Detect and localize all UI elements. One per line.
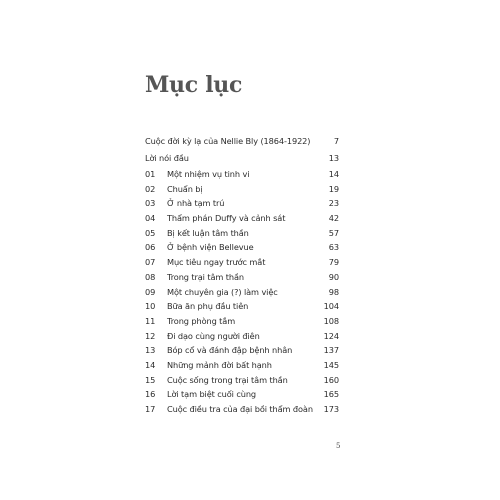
chapter-page: 173 xyxy=(323,404,339,414)
chapter-title: Một chuyên gia (?) làm việc xyxy=(167,286,278,297)
toc-chapter-list xyxy=(145,169,339,419)
chapter-number: 01 xyxy=(145,169,156,179)
chapter-page: 137 xyxy=(323,345,339,356)
toc-item-page: 7 xyxy=(333,136,339,146)
toc-chapter-row xyxy=(145,213,339,228)
chapter-number: 05 xyxy=(145,227,156,238)
toc-intro-list xyxy=(145,136,339,170)
chapter-title: Bóp cổ và đánh đập bệnh nhân xyxy=(167,345,293,356)
chapter-number: 02 xyxy=(145,183,156,194)
toc-chapter-row xyxy=(145,375,339,390)
toc-chapter-row xyxy=(145,228,339,243)
chapter-number: 17 xyxy=(145,404,156,414)
toc-chapter-row xyxy=(145,198,339,213)
chapter-page: 165 xyxy=(323,389,339,400)
toc-chapter-row xyxy=(145,169,339,184)
chapter-title: Đi dạo cùng người điên xyxy=(167,330,260,341)
chapter-page: 108 xyxy=(323,315,339,326)
chapter-page: 124 xyxy=(323,330,339,341)
toc-chapter-row xyxy=(145,242,339,257)
toc-chapter-row xyxy=(145,287,339,302)
chapter-title: Cuộc điều tra của đại bồi thẩm đoàn xyxy=(167,404,313,414)
chapter-page: 104 xyxy=(323,301,339,312)
toc-item-title: Lời nói đầu xyxy=(145,153,189,163)
chapter-page: 90 xyxy=(328,271,339,282)
chapter-title: Lời tạm biệt cuối cùng xyxy=(167,389,257,400)
chapter-page: 57 xyxy=(328,227,339,238)
chapter-number: 16 xyxy=(145,389,156,400)
chapter-title: Ở nhà tạm trú xyxy=(167,198,225,209)
chapter-number: 07 xyxy=(145,257,156,268)
chapter-title: Bị kết luận tâm thần xyxy=(167,227,249,238)
chapter-number: 10 xyxy=(145,301,156,312)
chapter-title: Thẩm phán Duffy và cảnh sát xyxy=(167,213,286,224)
chapter-title: Cuộc sống trong trại tâm thần xyxy=(167,374,288,385)
toc-chapter-row xyxy=(145,360,339,375)
chapter-page: 23 xyxy=(328,198,339,209)
chapter-number: 15 xyxy=(145,374,156,385)
chapter-number: 08 xyxy=(145,271,156,282)
chapter-page: 63 xyxy=(328,242,339,253)
page-number: 5 xyxy=(336,442,341,450)
chapter-title: Trong trại tâm thần xyxy=(167,271,244,282)
toc-chapter-row xyxy=(145,272,339,287)
chapter-page: 42 xyxy=(328,213,339,224)
chapter-page: 19 xyxy=(328,183,339,194)
toc-chapter-row xyxy=(145,184,339,199)
toc-chapter-row xyxy=(145,404,339,419)
chapter-number: 11 xyxy=(145,315,156,326)
chapter-title: Mục tiêu ngay trước mắt xyxy=(167,257,266,268)
toc-intro-item xyxy=(145,153,339,170)
chapter-number: 13 xyxy=(145,345,156,356)
chapter-number: 09 xyxy=(145,286,156,297)
chapter-number: 03 xyxy=(145,198,156,209)
toc-chapter-row xyxy=(145,316,339,331)
chapter-title: Bữa ăn phụ đầu tiên xyxy=(167,301,249,312)
toc-chapter-row xyxy=(145,301,339,316)
toc-item-title: Cuộc đời kỳ lạ của Nellie Bly (1864-1922) xyxy=(145,136,311,146)
toc-item-page: 13 xyxy=(328,153,339,163)
chapter-title: Những mảnh đời bất hạnh xyxy=(167,359,272,370)
chapter-number: 12 xyxy=(145,330,156,341)
toc-chapter-row xyxy=(145,257,339,272)
chapter-title: Chuẩn bị xyxy=(167,183,203,194)
toc-intro-item xyxy=(145,136,339,153)
toc-chapter-row xyxy=(145,389,339,404)
toc-chapter-row xyxy=(145,345,339,360)
chapter-number: 06 xyxy=(145,242,156,253)
chapter-page: 160 xyxy=(323,374,339,385)
chapter-title: Ở bệnh viện Bellevue xyxy=(167,242,254,253)
chapter-page: 145 xyxy=(323,359,339,370)
chapter-title: Một nhiệm vụ tinh vi xyxy=(167,169,250,179)
page-title: Mục lục xyxy=(145,72,243,98)
chapter-number: 14 xyxy=(145,359,156,370)
chapter-page: 14 xyxy=(328,169,339,179)
toc-chapter-row xyxy=(145,331,339,346)
chapter-number: 04 xyxy=(145,213,156,224)
chapter-page: 98 xyxy=(328,286,339,297)
chapter-page: 79 xyxy=(328,257,339,268)
chapter-title: Trong phòng tắm xyxy=(167,315,236,326)
